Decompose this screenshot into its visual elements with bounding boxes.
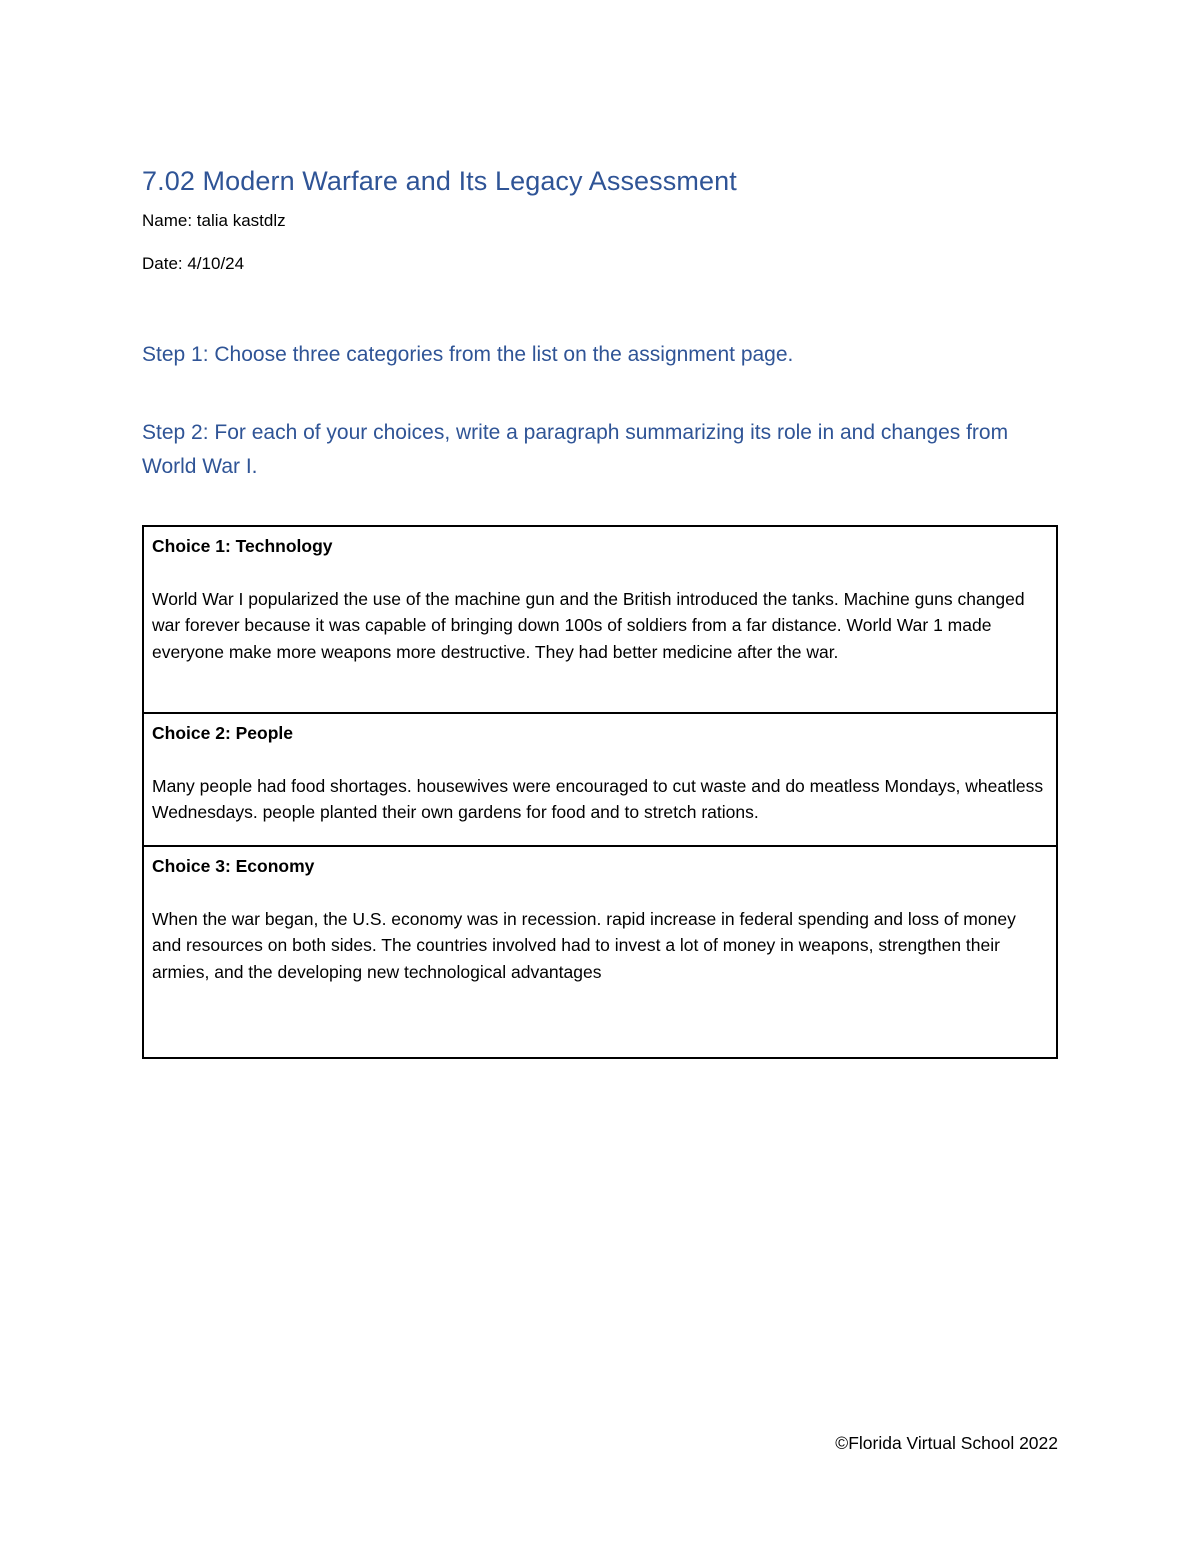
choice-3-body: When the war began, the U.S. economy was in recession. rapid increase in federal spending and loss of money and resources on both sides. The countries involved had to invest a lot of money in weapons, strengthen their armies, and the developing new technological advantages: [152, 908, 1016, 982]
choice-1-heading: Choice 1: Technology: [152, 536, 333, 556]
choices-table: [142, 525, 1058, 1059]
choice-row-2: [143, 713, 1057, 846]
page-title: 7.02 Modern Warfare and Its Legacy Assessment: [142, 166, 737, 196]
assignment-date: Date: 4/10/24: [142, 254, 245, 273]
choice-1-body: World War I popularized the use of the machine gun and the British introduced the tanks. Machine guns changed war forever because it was capable of bringing down 100s of soldiers from a far distance. World War 1 made everyone make more weapons more destructive. They had better medicine after the war.: [152, 588, 1025, 662]
choice-row-1: [143, 526, 1057, 713]
choice-2-body: Many people had food shortages. housewives were encouraged to cut waste and do meatless Mondays, wheatless Wednesdays. people planted their own gardens for food and to stretch rations.: [152, 775, 1044, 822]
step-1-instruction: Step 1: Choose three categories from the list on the assignment page.: [142, 343, 794, 366]
choice-row-3: [143, 846, 1057, 1058]
choice-2-heading: Choice 2: People: [152, 723, 294, 743]
copyright-footer: ©Florida Virtual School 2022: [835, 1433, 1058, 1453]
choice-3-heading: Choice 3: Economy: [152, 856, 315, 876]
choice-cell-2: [143, 713, 1057, 846]
student-name: Name: talia kastdlz: [142, 211, 286, 230]
choice-cell-1: [143, 526, 1057, 713]
step-2-instruction: Step 2: For each of your choices, write a paragraph summarizing its role in and changes from World War I.: [142, 421, 1009, 478]
choice-cell-3: [143, 846, 1057, 1058]
